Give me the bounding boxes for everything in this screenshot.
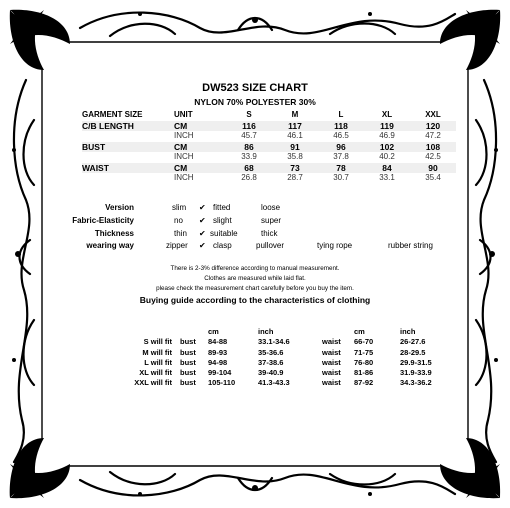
value-cell: 46.9	[379, 131, 395, 140]
fit-row	[106, 358, 450, 368]
fit-value: 71-75	[354, 347, 374, 357]
value-cell: 28.7	[287, 173, 303, 182]
thickness-option: thin	[174, 229, 187, 238]
fit-value: 31.9-33.9	[400, 368, 432, 378]
header-cell: M	[291, 110, 299, 119]
row-label: WAIST	[82, 163, 174, 174]
check-icon: ✔	[199, 241, 206, 250]
fit-row	[106, 368, 450, 378]
fit-value: 81-86	[354, 368, 374, 378]
fit-measure: bust	[180, 347, 196, 357]
unit-header: cm	[354, 327, 365, 336]
fit-value: 99-104	[208, 368, 232, 378]
value-cell: 102	[364, 142, 410, 153]
thickness-label: Thickness	[94, 229, 134, 238]
table-row	[82, 121, 456, 132]
unit-header: cm	[208, 327, 219, 336]
value-cell: 96	[318, 142, 364, 153]
value-cell: 40.2	[379, 152, 395, 161]
wearing-option: pullover	[256, 241, 285, 250]
fit-value: 66-70	[354, 337, 374, 347]
table-row	[82, 142, 456, 153]
fit-value: 34.3-36.2	[400, 378, 432, 388]
value-cell: 46.1	[287, 131, 303, 140]
unit-header: inch	[400, 327, 416, 336]
fit-value: 37-38.6	[258, 357, 284, 367]
fit-measure: waist	[322, 337, 341, 347]
fit-measure: waist	[322, 368, 341, 378]
fit-measure: waist	[322, 347, 341, 357]
fit-size-label: M will fit	[142, 347, 172, 357]
fit-guide-table	[106, 327, 450, 389]
check-icon: ✔	[199, 229, 206, 238]
fit-size-label: XL will fit	[139, 368, 172, 378]
fit-measure: bust	[180, 378, 196, 388]
value-cell: 119	[364, 121, 410, 132]
fit-value: 39-40.9	[258, 368, 284, 378]
fit-value: 105-110	[208, 378, 236, 388]
measurement-note: please check the measurement chart carefully before you buy the item.	[156, 285, 354, 292]
fit-row	[106, 348, 450, 358]
header-cell: XXL	[425, 110, 441, 119]
value-cell: 118	[318, 121, 364, 132]
fit-size-label: XXL will fit	[134, 378, 172, 388]
value-cell: 30.7	[333, 173, 349, 182]
unit-cell: INCH	[174, 173, 194, 182]
fit-value: 29.9-31.5	[400, 357, 432, 367]
unit-cell: CM	[174, 142, 226, 153]
header-cell: XL	[381, 110, 393, 119]
fit-value: 26-27.6	[400, 337, 426, 347]
value-cell: 47.2	[425, 131, 441, 140]
value-cell: 35.8	[287, 152, 303, 161]
fit-measure: bust	[180, 337, 196, 347]
fit-value: 76-80	[354, 357, 374, 367]
version-option: fitted	[213, 203, 231, 212]
value-cell: 84	[364, 163, 410, 174]
header-cell: GARMENT SIZE	[82, 110, 143, 119]
measurement-note: Clothes are measured while laid flat.	[204, 275, 306, 282]
value-cell: 78	[318, 163, 364, 174]
value-cell: 116	[226, 121, 272, 132]
unit-cell: INCH	[174, 152, 194, 161]
wearing-option: rubber string	[388, 241, 433, 250]
value-cell: 46.5	[333, 131, 349, 140]
fit-value: 28-29.5	[400, 347, 426, 357]
value-cell: 120	[410, 121, 456, 132]
fit-measure: bust	[180, 368, 196, 378]
value-cell: 73	[272, 163, 318, 174]
fit-value: 87-92	[354, 378, 374, 388]
wearing-option: tying rope	[317, 241, 353, 250]
unit-cell: CM	[174, 121, 226, 132]
size-table	[82, 110, 456, 184]
fit-size-label: S will fit	[143, 337, 172, 347]
fit-measure: bust	[180, 357, 196, 367]
row-label: C/B LENGTH	[82, 121, 174, 132]
value-cell: 117	[272, 121, 318, 132]
fit-measure: waist	[322, 378, 341, 388]
version-option: slim	[172, 203, 187, 212]
value-cell: 33.9	[241, 152, 257, 161]
fit-value: 41.3-43.3	[258, 378, 290, 388]
value-cell: 26.8	[241, 173, 257, 182]
thickness-option: suitable	[210, 229, 238, 238]
fit-size-label: L will fit	[144, 357, 172, 367]
value-cell: 91	[272, 142, 318, 153]
value-cell: 42.5	[425, 152, 441, 161]
fit-guide-header	[106, 327, 450, 337]
fit-value: 35-36.6	[258, 347, 284, 357]
fit-value: 89-93	[208, 347, 228, 357]
buying-guide-title: Buying guide according to the characteristics of clothing	[139, 295, 371, 305]
chart-title: DW523 SIZE CHART	[202, 82, 308, 94]
value-cell: 35.4	[425, 173, 441, 182]
unit-header: inch	[258, 327, 274, 336]
version-option: loose	[261, 203, 281, 212]
table-row	[82, 152, 456, 163]
wearing-way-label: wearing way	[86, 241, 134, 250]
value-cell: 86	[226, 142, 272, 153]
version-label: Version	[105, 203, 134, 212]
check-icon: ✔	[199, 216, 206, 225]
header-cell: L	[338, 110, 344, 119]
size-table-header	[82, 110, 456, 121]
wearing-option: zipper	[166, 241, 188, 250]
fit-row	[106, 337, 450, 347]
elasticity-option: slight	[213, 216, 232, 225]
value-cell: 45.7	[241, 131, 257, 140]
fit-measure: waist	[322, 357, 341, 367]
wearing-option: clasp	[213, 241, 232, 250]
fit-value: 84-88	[208, 337, 228, 347]
unit-cell: CM	[174, 163, 226, 174]
material-composition: NYLON 70% POLYESTER 30%	[194, 97, 316, 107]
row-label: BUST	[82, 142, 174, 153]
value-cell: 108	[410, 142, 456, 153]
elasticity-option: super	[261, 216, 282, 225]
value-cell: 90	[410, 163, 456, 174]
elasticity-option: no	[174, 216, 183, 225]
fit-value: 33.1-34.6	[258, 337, 290, 347]
value-cell: 33.1	[379, 173, 395, 182]
measurement-note: There is 2-3% difference according to manual measurement.	[170, 265, 340, 272]
table-row	[82, 131, 456, 142]
value-cell: 37.8	[333, 152, 349, 161]
unit-cell: INCH	[174, 131, 194, 140]
header-cell: UNIT	[174, 110, 193, 119]
header-cell: S	[246, 110, 252, 119]
table-row	[82, 173, 456, 184]
thickness-option: thick	[261, 229, 278, 238]
value-cell: 68	[226, 163, 272, 174]
fit-row	[106, 378, 450, 388]
check-icon: ✔	[199, 203, 206, 212]
fit-value: 94-98	[208, 357, 228, 367]
elasticity-label: Fabric-Elasticity	[72, 216, 134, 225]
table-row	[82, 163, 456, 174]
